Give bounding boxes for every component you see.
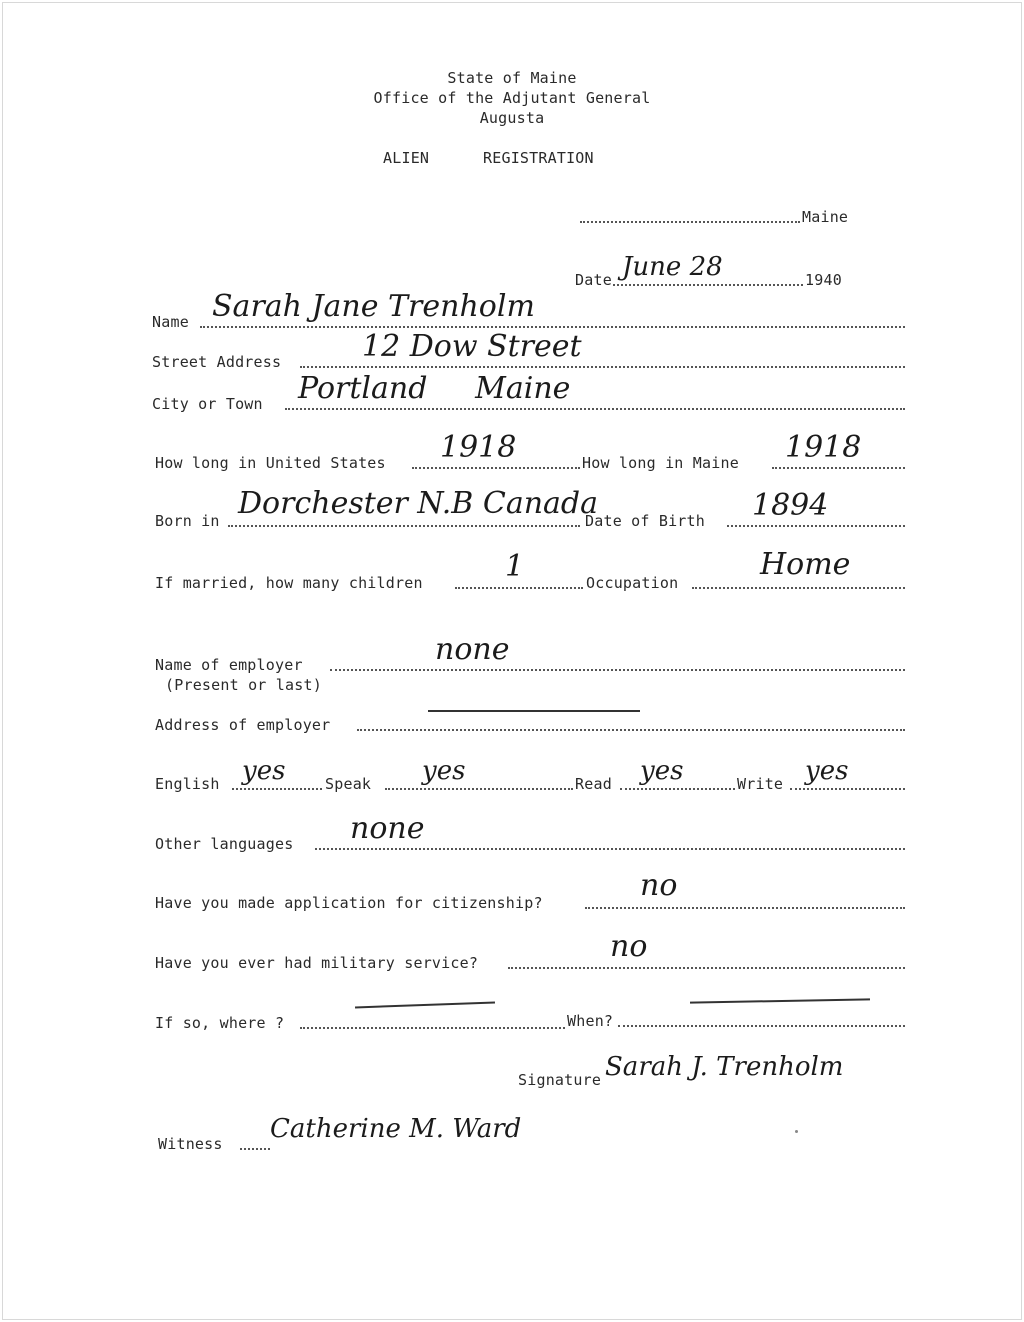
city-dots bbox=[285, 406, 905, 410]
employer-addr-label: Address of employer bbox=[155, 716, 331, 734]
date-year: 1940 bbox=[805, 271, 842, 289]
dob-label: Date of Birth bbox=[585, 512, 705, 530]
read-value: yes bbox=[640, 756, 684, 786]
write-value: yes bbox=[805, 756, 849, 786]
dob-dots bbox=[727, 523, 905, 527]
citizenship-value: no bbox=[640, 868, 678, 903]
citizenship-label: Have you made application for citizenship? bbox=[155, 894, 543, 912]
born-dots bbox=[228, 523, 580, 527]
children-label: If married, how many children bbox=[155, 574, 423, 592]
street-label: Street Address bbox=[152, 353, 282, 371]
us-dots bbox=[412, 465, 580, 469]
header-state: State of Maine bbox=[447, 69, 577, 87]
city-label: City or Town bbox=[152, 395, 263, 413]
witness-value: Catherine M. Ward bbox=[270, 1114, 522, 1144]
children-value: 1 bbox=[505, 549, 525, 584]
city-value: Portland Maine bbox=[298, 371, 571, 406]
signature-value: Sarah J. Trenholm bbox=[605, 1052, 844, 1082]
when-dash bbox=[690, 998, 870, 1003]
when-label: When? bbox=[567, 1012, 614, 1030]
name-value: Sarah Jane Trenholm bbox=[212, 289, 535, 324]
occupation-dots bbox=[692, 585, 905, 589]
speak-dots bbox=[385, 786, 573, 790]
military-value: no bbox=[610, 929, 648, 964]
children-dots bbox=[455, 585, 583, 589]
maine-label: How long in Maine bbox=[582, 454, 739, 472]
english-value: yes bbox=[242, 756, 286, 786]
street-dots bbox=[300, 364, 905, 368]
english-label: English bbox=[155, 775, 220, 793]
other-lang-label: Other languages bbox=[155, 835, 294, 853]
when-dots bbox=[618, 1023, 905, 1027]
employer-label: Name of employer bbox=[155, 656, 303, 674]
employer-addr-dash bbox=[428, 710, 640, 712]
name-dots bbox=[200, 324, 905, 328]
header-city: Augusta bbox=[479, 109, 545, 127]
maine-dots bbox=[772, 465, 905, 469]
born-label: Born in bbox=[155, 512, 220, 530]
where-dots bbox=[300, 1025, 565, 1029]
where-label: If so, where ? bbox=[155, 1014, 285, 1032]
witness-label: Witness bbox=[158, 1135, 223, 1153]
other-lang-value: none bbox=[350, 811, 425, 846]
street-value: 12 Dow Street bbox=[362, 329, 582, 364]
maine-value: 1918 bbox=[785, 430, 862, 465]
born-value: Dorchester N.B Canada bbox=[238, 486, 598, 521]
military-dots bbox=[508, 965, 905, 969]
employer-sublabel: (Present or last) bbox=[165, 676, 322, 694]
witness-dots bbox=[240, 1146, 270, 1150]
us-label: How long in United States bbox=[155, 454, 386, 472]
employer-value: none bbox=[435, 632, 510, 667]
speak-label: Speak bbox=[325, 775, 372, 793]
write-label: Write bbox=[737, 775, 784, 793]
name-label: Name bbox=[152, 313, 189, 331]
dob-value: 1894 bbox=[752, 488, 829, 523]
occupation-value: Home bbox=[760, 547, 851, 582]
date-label: Date bbox=[575, 271, 612, 289]
where-dash bbox=[355, 1002, 495, 1009]
employer-addr-dots bbox=[357, 727, 905, 731]
occupation-label: Occupation bbox=[586, 574, 679, 592]
title-registration: REGISTRATION bbox=[483, 149, 594, 167]
place-suffix: Maine bbox=[802, 208, 849, 226]
date-value: June 28 bbox=[622, 252, 723, 282]
citizenship-dots bbox=[585, 905, 905, 909]
place-dots bbox=[580, 219, 800, 223]
signature-label: Signature bbox=[518, 1071, 602, 1089]
read-label: Read bbox=[575, 775, 612, 793]
military-label: Have you ever had military service? bbox=[155, 954, 479, 972]
stray-mark bbox=[795, 1130, 798, 1133]
employer-dots bbox=[330, 667, 905, 671]
title-alien: ALIEN bbox=[383, 149, 430, 167]
us-value: 1918 bbox=[440, 430, 517, 465]
speak-value: yes bbox=[422, 756, 466, 786]
header-office: Office of the Adjutant General bbox=[373, 89, 651, 107]
other-lang-dots bbox=[315, 846, 905, 850]
